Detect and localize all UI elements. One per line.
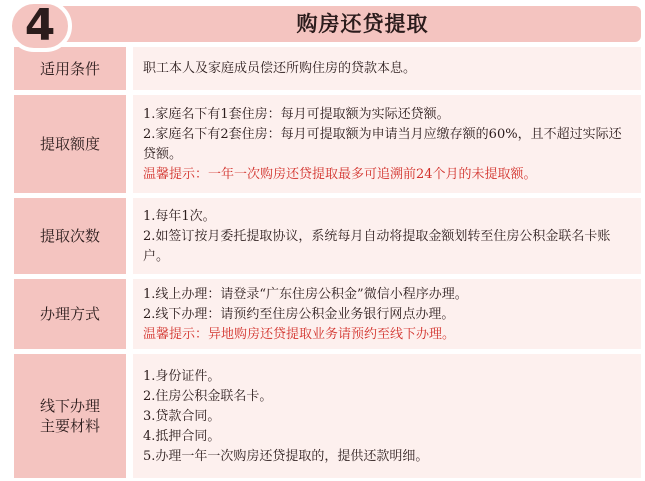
content-line: 2.家庭名下有2套住房：每月可提取额为申请当月应缴存额的60%，且不超过实际还贷额。: [143, 126, 622, 162]
tip-line: 温馨提示：一年一次购房还贷提取最多可追溯前24个月的未提取额。: [143, 166, 537, 182]
table-row-frequency: [14, 198, 641, 274]
row-content: [133, 354, 641, 478]
row-content: [133, 95, 641, 193]
row-label: 适用条件: [14, 47, 126, 90]
content-line: 1.线上办理：请登录“广东住房公积金”微信小程序办理。: [143, 286, 468, 302]
content-line: 4.抵押合同。: [143, 428, 221, 444]
content-line: 1.每年1次。: [143, 208, 216, 224]
row-label: 提取额度: [14, 95, 126, 193]
row-label: 办理方式: [14, 279, 126, 349]
row-label-line: 线下办理: [39, 397, 100, 415]
row-content: [133, 198, 641, 274]
table-row-amount: [14, 95, 641, 193]
section-number-badge: [8, 0, 72, 52]
page-title: 购房还贷提取: [296, 12, 429, 36]
row-content: [133, 279, 641, 349]
table-row-method: [14, 279, 641, 349]
section-number: 4: [24, 0, 56, 51]
table-row-materials: [14, 354, 641, 478]
content-line: 5.办理一年一次购房还贷提取的，提供还款明细。: [143, 448, 429, 464]
content-line: 2.如签订按月委托提取协议，系统每月自动将提取金额划转至住房公积金联名卡账户。: [143, 228, 611, 264]
table-row-conditions: [14, 47, 641, 90]
row-content: [133, 47, 641, 90]
content-line: 1.家庭名下有1套住房：每月可提取额为实际还贷额。: [143, 106, 450, 122]
row-label-line: 主要材料: [39, 417, 100, 435]
content-line: 2.线下办理：请预约至住房公积金业务银行网点办理。: [143, 306, 455, 322]
row-label: 提取次数: [14, 198, 126, 274]
content-line: 1.身份证件。: [143, 368, 221, 384]
content-line: 2.住房公积金联名卡。: [143, 388, 273, 404]
tip-line: 温馨提示：异地购房还贷提取业务请预约至线下办理。: [143, 326, 456, 342]
content-line: 职工本人及家庭成员偿还所购住房的贷款本息。: [143, 61, 417, 76]
row-label: [14, 354, 126, 478]
content-line: 3.贷款合同。: [143, 408, 221, 424]
